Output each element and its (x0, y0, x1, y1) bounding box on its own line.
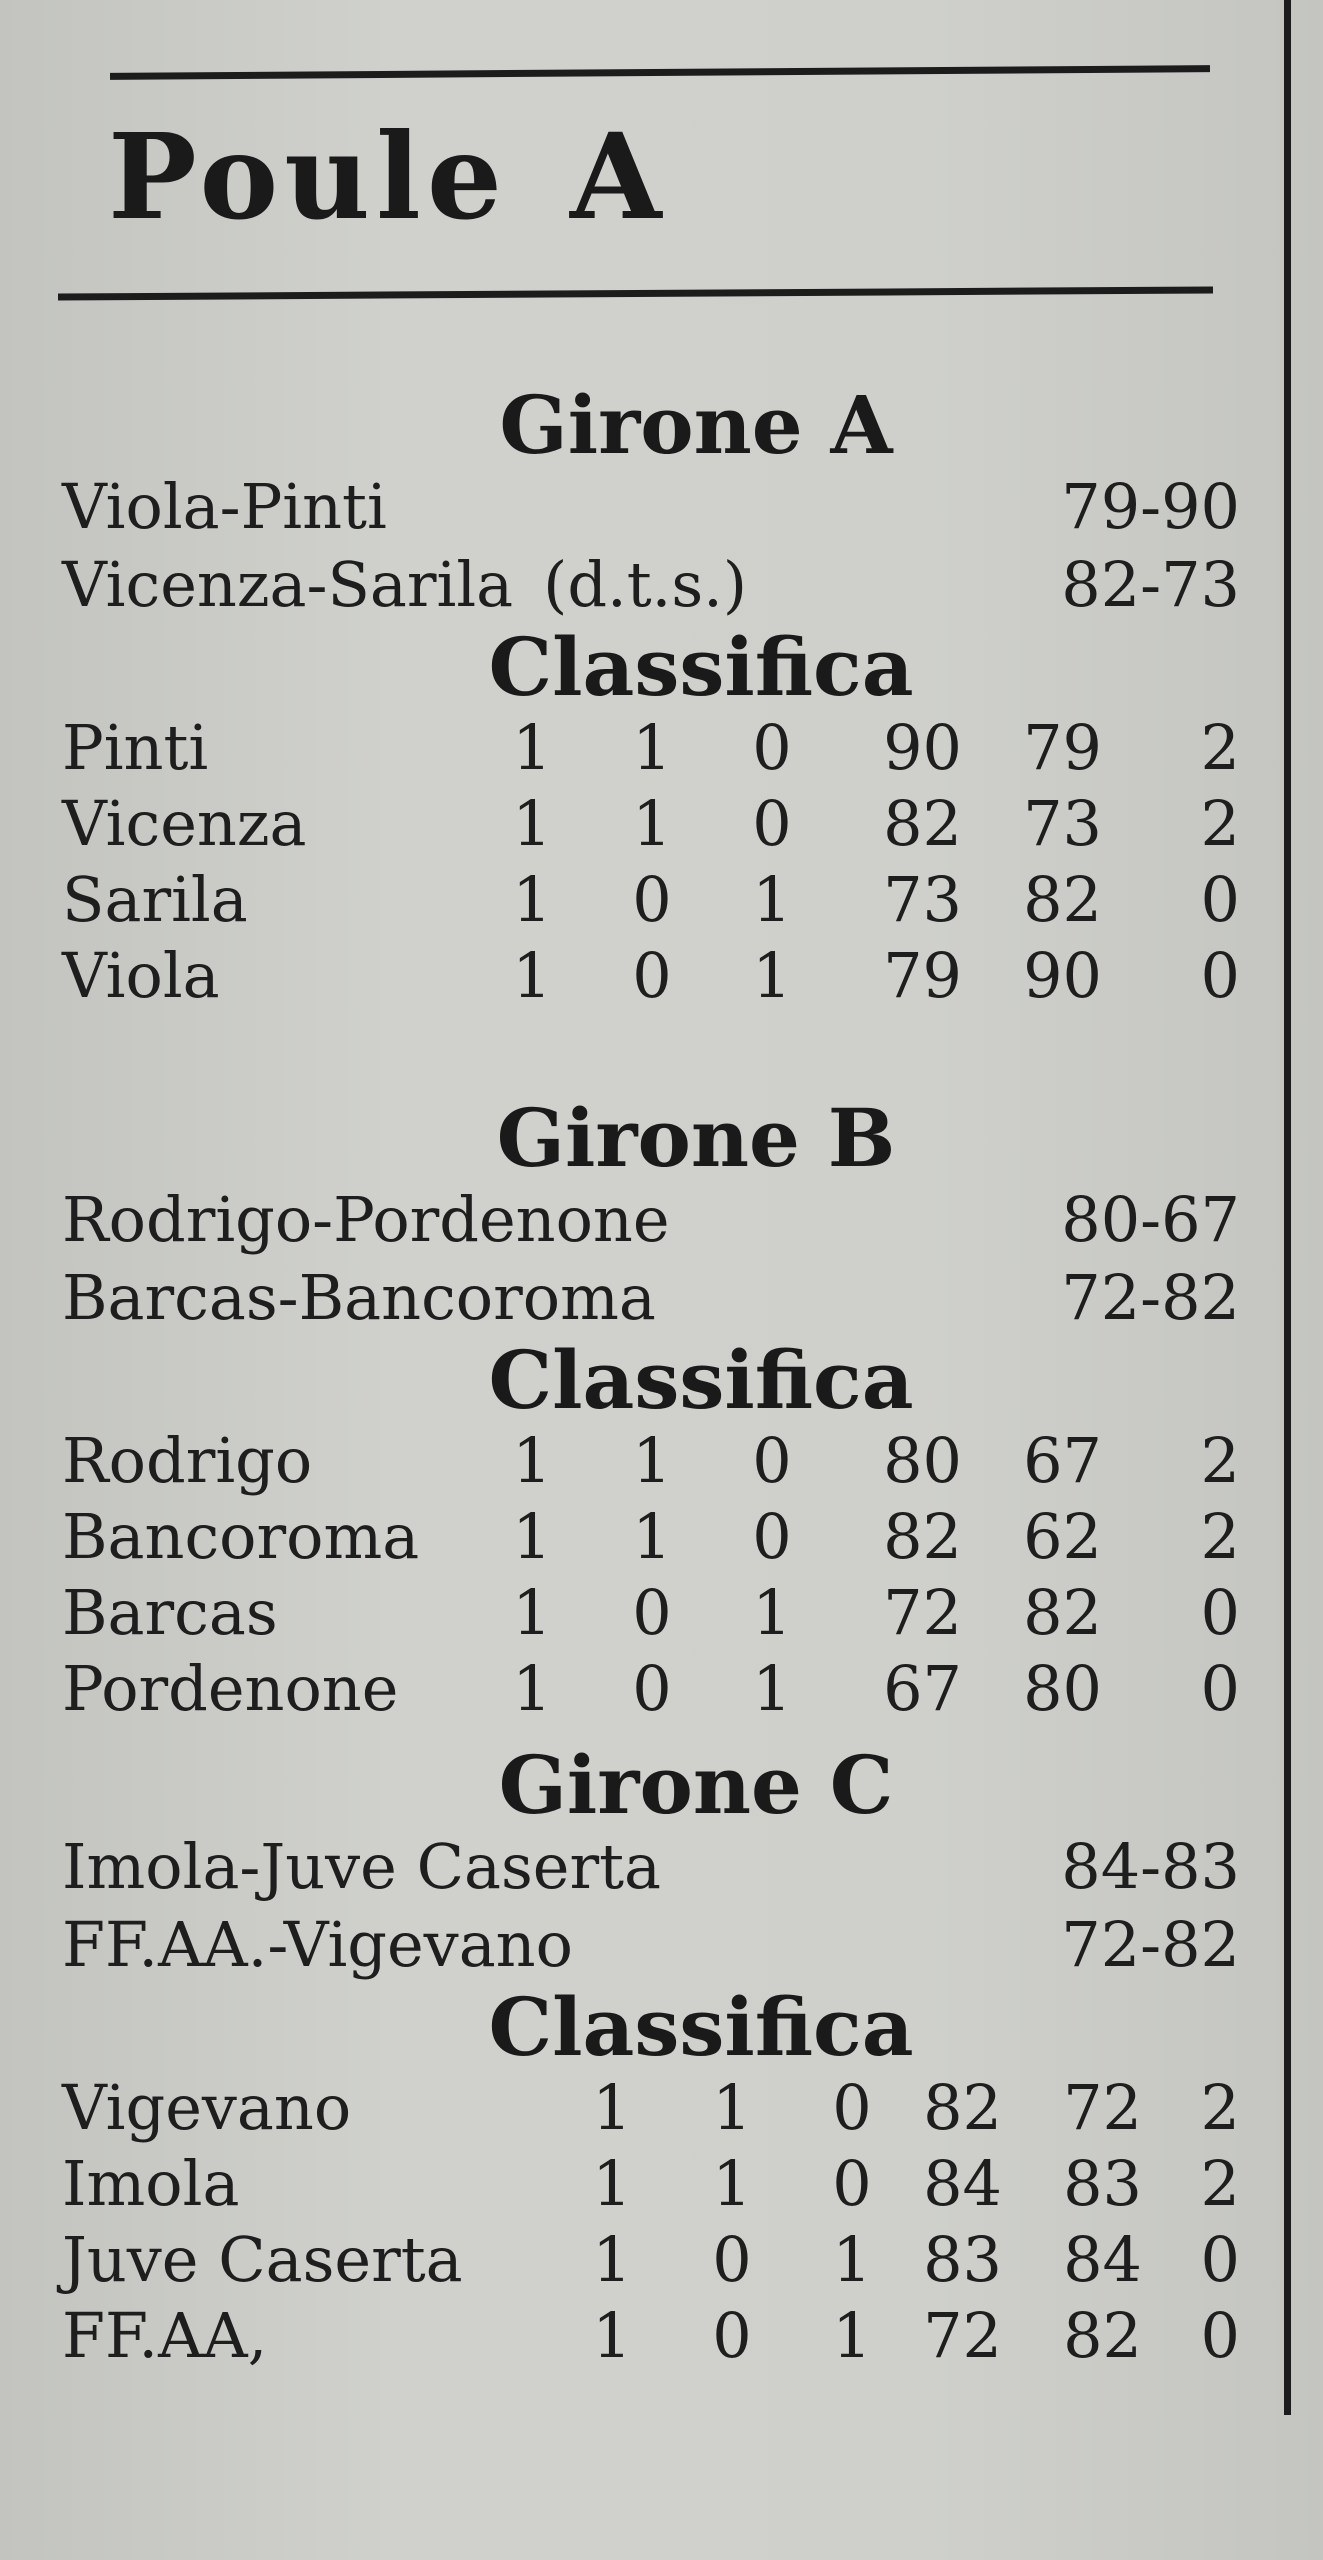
match-score: 80-67 (1061, 1183, 1240, 1256)
group-title: Girone A (499, 378, 893, 472)
team-name: Vicenza (62, 787, 307, 860)
result-row (62, 1181, 1240, 1259)
results-list (62, 468, 1240, 624)
match-label (62, 1181, 700, 1259)
stat-cell: 80 (1023, 1652, 1102, 1725)
stat-cell: 83 (923, 2223, 1002, 2296)
standings-row (62, 862, 1240, 938)
stat-cell: 0 (712, 2223, 752, 2296)
standings-table (62, 1423, 1240, 1727)
stat-cell: 0 (712, 2299, 752, 2372)
stat-cell: 1 (752, 863, 792, 936)
match-teams: Imola-Juve Caserta (62, 1830, 661, 1903)
match-score: 82-73 (1061, 548, 1240, 621)
group-title: Girone C (498, 1738, 894, 1832)
stat-cell: 1 (752, 939, 792, 1012)
team-name: Imola (62, 2147, 240, 2220)
stat-cell: 0 (752, 1424, 792, 1497)
match-label (62, 1906, 603, 1984)
standings-row (62, 938, 1240, 1014)
stat-cell: 72 (883, 1576, 962, 1649)
stat-cell: 0 (752, 787, 792, 860)
stat-cell: 1 (512, 711, 552, 784)
stat-cell: 84 (923, 2147, 1002, 2220)
match-note: (d.t.s.) (543, 548, 748, 621)
stat-cell: 1 (592, 2299, 632, 2372)
stat-cell: 2 (1200, 1424, 1240, 1497)
match-label (62, 468, 417, 546)
stat-cell: 0 (632, 939, 672, 1012)
standings-row (62, 710, 1240, 786)
match-teams: Vicenza-Sarila (62, 548, 514, 621)
team-name: Bancoroma (62, 1500, 420, 1573)
team-name: Sarila (62, 863, 248, 936)
stat-cell: 82 (923, 2071, 1002, 2144)
match-label (62, 546, 747, 624)
stat-cell: 1 (512, 1424, 552, 1497)
result-row (62, 1259, 1240, 1337)
stat-cell: 1 (512, 939, 552, 1012)
match-score: 79-90 (1061, 470, 1240, 543)
stat-cell: 1 (592, 2147, 632, 2220)
stat-cell: 82 (1063, 2299, 1142, 2372)
stat-cell: 0 (632, 1652, 672, 1725)
team-name: Barcas (62, 1576, 278, 1649)
stat-cell: 83 (1063, 2147, 1142, 2220)
standings-row (62, 2070, 1240, 2146)
match-teams: FF.AA.-Vigevano (62, 1908, 573, 1981)
stat-cell: 0 (1200, 1576, 1240, 1649)
standings-table (62, 710, 1240, 1014)
standings-row (62, 1499, 1240, 1575)
stat-cell: 82 (883, 787, 962, 860)
stat-cell: 1 (512, 863, 552, 936)
stat-cell: 82 (1023, 863, 1102, 936)
stat-cell: 0 (832, 2147, 872, 2220)
team-name: Pinti (62, 711, 209, 784)
stat-cell: 82 (883, 1500, 962, 1573)
stat-cell: 0 (632, 863, 672, 936)
stat-cell: 0 (832, 2071, 872, 2144)
match-score: 72-82 (1061, 1261, 1240, 1334)
standings-row (62, 2146, 1240, 2222)
standings-row (62, 786, 1240, 862)
stat-cell: 0 (752, 711, 792, 784)
rule-under-headline (58, 286, 1213, 300)
stat-cell: 2 (1200, 787, 1240, 860)
stat-cell: 72 (923, 2299, 1002, 2372)
group-section-c (62, 1738, 1240, 2374)
group-section-a (62, 378, 1240, 1014)
result-row (62, 1906, 1240, 1984)
stat-cell: 1 (512, 1652, 552, 1725)
stat-cell: 1 (592, 2223, 632, 2296)
stat-cell: 1 (752, 1576, 792, 1649)
stat-cell: 1 (752, 1652, 792, 1725)
stat-cell: 2 (1200, 2147, 1240, 2220)
match-teams: Viola-Pinti (62, 470, 387, 543)
stat-cell: 1 (632, 787, 672, 860)
stat-cell: 1 (632, 1500, 672, 1573)
headline-word-1: Poule (108, 107, 508, 246)
results-list (62, 1181, 1240, 1337)
stat-cell: 0 (1200, 939, 1240, 1012)
result-row (62, 546, 1240, 624)
match-label (62, 1828, 691, 1906)
stat-cell: 1 (512, 1500, 552, 1573)
stat-cell: 1 (832, 2223, 872, 2296)
stat-cell: 1 (712, 2071, 752, 2144)
stat-cell: 1 (512, 787, 552, 860)
match-teams: Rodrigo-Pordenone (62, 1183, 670, 1256)
standings-row (62, 1575, 1240, 1651)
standings-row (62, 1423, 1240, 1499)
team-name: Rodrigo (62, 1424, 313, 1497)
stat-cell: 72 (1063, 2071, 1142, 2144)
match-score: 84-83 (1061, 1830, 1240, 1903)
stat-cell: 1 (512, 1576, 552, 1649)
stat-cell: 2 (1200, 711, 1240, 784)
stat-cell: 1 (832, 2299, 872, 2372)
stat-cell: 84 (1063, 2223, 1142, 2296)
stat-cell: 67 (883, 1652, 962, 1725)
rule-top (110, 65, 1210, 80)
result-row (62, 468, 1240, 546)
stat-cell: 73 (883, 863, 962, 936)
headline-word-2: A (569, 107, 668, 246)
stat-cell: 0 (1200, 2223, 1240, 2296)
stat-cell: 0 (752, 1500, 792, 1573)
team-name: FF.AA, (62, 2299, 268, 2372)
stat-cell: 73 (1023, 787, 1102, 860)
team-name: Pordenone (62, 1652, 399, 1725)
match-score: 72-82 (1061, 1908, 1240, 1981)
stat-cell: 1 (592, 2071, 632, 2144)
column-rule-vertical (1284, 0, 1291, 2415)
standings-row (62, 2298, 1240, 2374)
match-teams: Barcas-Bancoroma (62, 1261, 656, 1334)
group-title: Girone B (496, 1091, 896, 1185)
stat-cell: 1 (632, 711, 672, 784)
stat-cell: 62 (1023, 1500, 1102, 1573)
stat-cell: 2 (1200, 2071, 1240, 2144)
stat-cell: 79 (883, 939, 962, 1012)
standings-row (62, 2222, 1240, 2298)
team-name: Juve Caserta (62, 2223, 463, 2296)
group-section-b (62, 1091, 1240, 1727)
stat-cell: 0 (632, 1576, 672, 1649)
stat-cell: 0 (1200, 2299, 1240, 2372)
standings-title: Classifica (488, 620, 914, 714)
result-row (62, 1828, 1240, 1906)
headline (108, 107, 668, 246)
standings-table (62, 2070, 1240, 2374)
team-name: Viola (62, 939, 220, 1012)
match-label (62, 1259, 686, 1337)
stat-cell: 2 (1200, 1500, 1240, 1573)
stat-cell: 79 (1023, 711, 1102, 784)
stat-cell: 0 (1200, 863, 1240, 936)
standings-title: Classifica (488, 1980, 914, 2074)
stat-cell: 90 (1023, 939, 1102, 1012)
team-name: Vigevano (62, 2071, 352, 2144)
stat-cell: 82 (1023, 1576, 1102, 1649)
stat-cell: 0 (1200, 1652, 1240, 1725)
stat-cell: 1 (632, 1424, 672, 1497)
stat-cell: 1 (712, 2147, 752, 2220)
standings-row (62, 1651, 1240, 1727)
results-list (62, 1828, 1240, 1984)
stat-cell: 67 (1023, 1424, 1102, 1497)
standings-title: Classifica (488, 1333, 914, 1427)
stat-cell: 80 (883, 1424, 962, 1497)
stat-cell: 90 (883, 711, 962, 784)
